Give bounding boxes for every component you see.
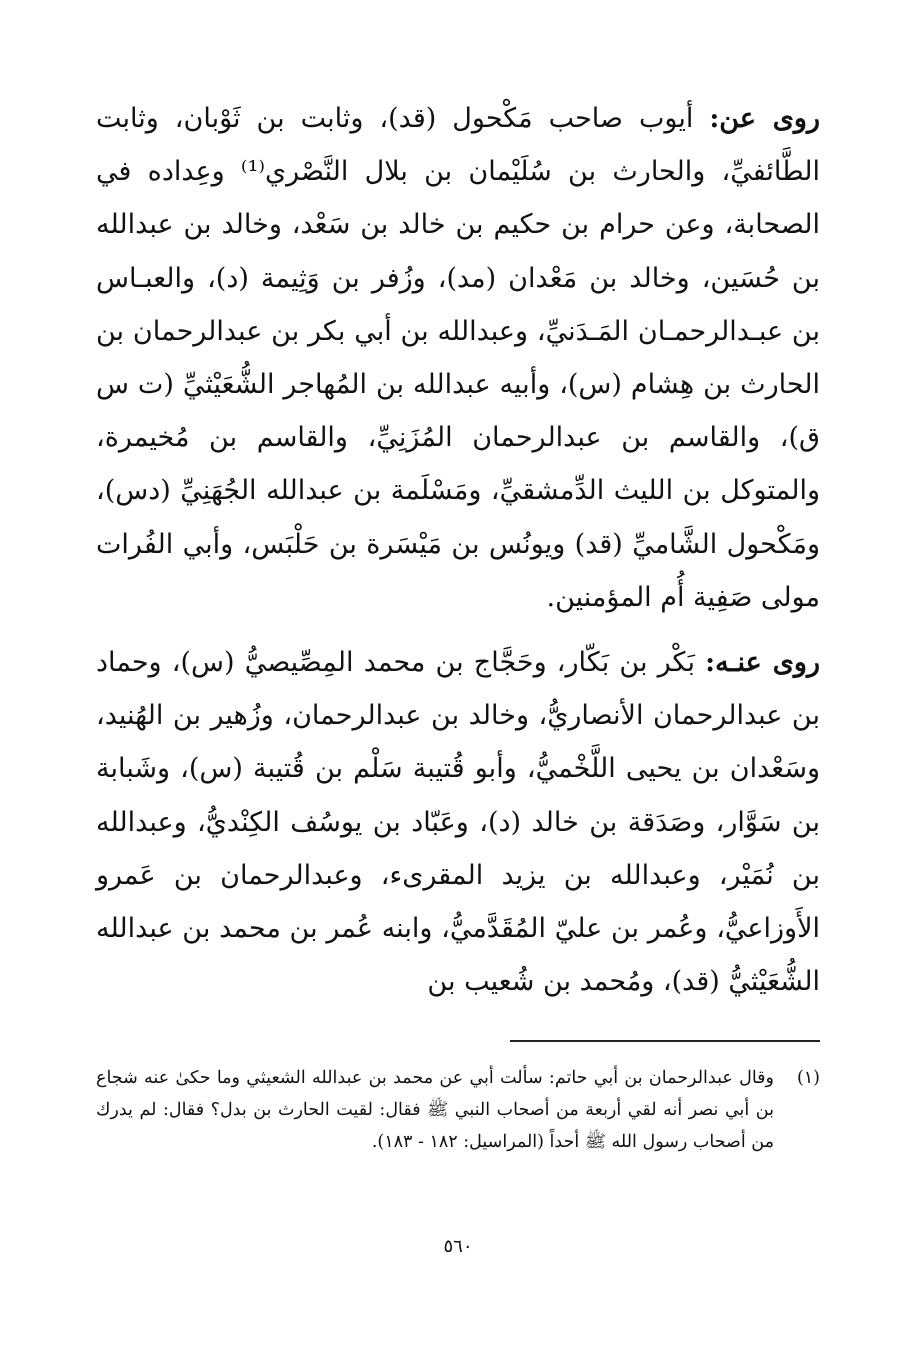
paragraph-text: أيوب صاحب مَكْحول (قد)، وثابت بن ثَوْبان، وثابت الطَّائفيِّ، والحارث بن سُلَيْمان بن بلال النَّصْري⁽¹⁾ وعِداده في الصحابة، وعن حرام بن حكيم بن خالد بن سَعْد، وخالد بن عبدالله بن حُسَين، وخالد بن مَعْدان (مد)، وزُفر بن وَثِيمة (د)، والعبـاس بن عبـدالرحمـان المَـدَنيِّ، وعبدالله بن أبي بكر بن عبدالرحمان بن الحارث بن هِشام (س)، وأبيه عبدالله بن المُهاجر الشُّعَيْثيِّ (ت س ق)، والقاسم بن عبدالرحمان المُزَنِيِّ، والقاسم بن مُخيمرة، والمتوكل بن الليث الدِّمشقيِّ، ومَسْلَمة بن عبدالله الجُهَنِيِّ (دس)، ومَكْحول الشَّاميِّ (قد) ويونُس بن مَيْسَرة بن حَلْبَس، وأبي الفُرات مولى صَفِية أُم المؤمنين.: [96, 103, 821, 613]
paragraph-lead: روى عن:: [709, 103, 820, 134]
footnote: [96, 1062, 820, 1158]
footnote-divider: [510, 1040, 820, 1042]
paragraph-lead: روى عنـه:: [705, 647, 820, 679]
page-number: ٥٦٠: [443, 1236, 473, 1257]
footnote-text: وقال عبدالرحمان بن أبي حاتم: سألت أبي عن محمد بن عبدالله الشعيثي وما حكىٰ عنه شجاع بن أبي نصر أنه لقي أربعة من أصحاب النبي ﷺ فقال: لقيت الحارث بن بدل؟ فقال: لم يدرك من أصحاب رسول الله ﷺ أحداً (المراسيل: ١٨٢ - ١٨٣).: [96, 1068, 774, 1152]
footnote-number: (١): [796, 1068, 820, 1088]
main-text-body: [96, 92, 820, 1020]
narrators-from-paragraph: [96, 92, 820, 624]
narrators-to-paragraph: [96, 636, 820, 1008]
paragraph-text: بَكْر بن بَكّار، وحَجَّاج بن محمد المِصِّيصيُّ (س)، وحماد بن عبدالرحمان الأنصاريُّ، وخالد بن عبدالرحمان، وزُهير بن الهُنيد، وسَعْدان بن يحيى اللَّخْميُّ، وأبو قُتيبة سَلْم بن قُتيبة (س)، وشَبابة بن سَوَّار، وصَدَقة بن خالد (د)، وعَبّاد بن يوسُف الكِنْديُّ، وعبدالله بن نُمَيْر، وعبدالله بن يزيد المقرىء، وعبدالرحمان بن عَمرو الأَوزاعيُّ، وعُمر بن عليّ المُقَدَّميُّ، وابنه عُمر بن محمد بن عبدالله الشُّعَيْثيُّ (قد)، ومُحمد بن شُعيب بن: [96, 647, 820, 998]
